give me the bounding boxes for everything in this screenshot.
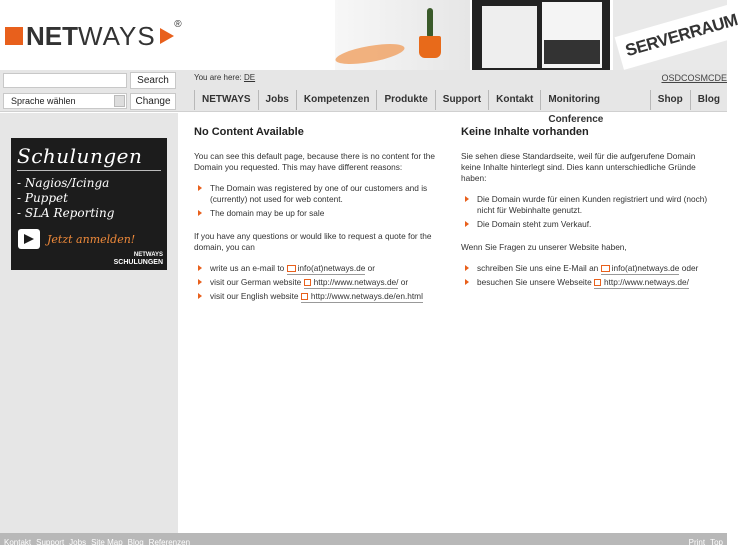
promo-divider xyxy=(17,170,161,171)
list-item: The domain may be up for sale xyxy=(194,208,449,219)
english-website-link[interactable]: http://www.netways.de/en.html xyxy=(301,291,423,303)
promo-brand-netways: NETWAYS xyxy=(133,252,163,258)
list-item: visit our German website http://www.netways.de/ or xyxy=(194,277,449,288)
logo-registered-mark: ® xyxy=(174,19,182,30)
left-sidebar xyxy=(0,113,178,533)
content-column-german xyxy=(461,127,716,300)
list-item: write us an e-mail to info(at)netways.de or xyxy=(194,263,449,274)
mail-icon xyxy=(601,265,610,272)
nav-item-jobs[interactable]: Jobs xyxy=(258,90,296,110)
footer-top-link[interactable]: Top xyxy=(710,538,723,547)
english-intro: You can see this default page, because there is no content for the Domain you requested. This may have different reasons: xyxy=(194,151,435,172)
site-footer xyxy=(0,533,727,545)
nav-item-netways[interactable]: NETWAYS xyxy=(194,90,258,110)
english-heading: No Content Available xyxy=(194,126,304,138)
list-item: schreiben Sie uns eine E-Mail an info(at)netways.de oder xyxy=(461,263,716,274)
schulungen-promo-banner[interactable] xyxy=(11,138,167,270)
banner-sign-text: SERVERRAUM xyxy=(623,10,740,61)
header-banner-image xyxy=(335,0,740,70)
english-question: If you have any questions or would like to request a quote for the domain, you can xyxy=(194,231,432,252)
nav-item-kontakt[interactable]: Kontakt xyxy=(488,90,540,110)
list-item: besuchen Sie unsere Webseite http://www.netways.de/ xyxy=(461,277,716,288)
banner-office-photo xyxy=(472,0,610,70)
logo-arrow-icon xyxy=(160,28,174,44)
nav-item-produkte[interactable]: Produkte xyxy=(376,90,434,110)
breadcrumb-link-de[interactable]: DE xyxy=(243,73,256,82)
external-link-icon xyxy=(594,279,601,286)
breadcrumb-prefix: You are here: xyxy=(194,73,242,82)
change-language-button[interactable]: Change xyxy=(130,93,176,110)
banner-serverraum-photo xyxy=(613,0,740,70)
nav-item-blog[interactable]: Blog xyxy=(690,90,727,110)
content-column-english xyxy=(194,127,449,314)
main-nav xyxy=(194,88,727,125)
footer-links xyxy=(4,538,190,547)
list-item: Die Domain steht zum Verkauf. xyxy=(461,219,716,230)
footer-link-kontakt[interactable]: Kontakt xyxy=(4,538,32,547)
language-select[interactable] xyxy=(3,93,127,109)
english-actions-list xyxy=(194,263,449,302)
promo-cta: Jetzt anmelden! xyxy=(47,233,136,246)
nav-item-support[interactable]: Support xyxy=(435,90,488,110)
german-actions-list xyxy=(461,263,716,288)
promo-title: Schulungen xyxy=(17,144,143,168)
german-intro: Sie sehen diese Standardseite, weil für die aufgerufene Domain keine Inhalte hinterlegt sind. Dies kann unterschiedliche Gründe haben: xyxy=(461,151,696,183)
search-button[interactable]: Search xyxy=(130,72,176,89)
navigation-bar xyxy=(0,70,727,125)
nav-item-shop[interactable]: Shop xyxy=(650,90,690,110)
promo-item-nagios: - Nagios/Icinga xyxy=(17,176,110,190)
email-link[interactable]: info(at)netways.de xyxy=(601,263,680,275)
arrow-right-icon xyxy=(18,229,40,249)
logo-text-ways: WAYS xyxy=(78,21,156,51)
german-website-link[interactable]: http://www.netways.de/ xyxy=(594,277,689,289)
list-item: visit our English website http://www.netways.de/en.html xyxy=(194,291,449,302)
footer-link-blog[interactable]: Blog xyxy=(127,538,144,547)
netways-logo[interactable] xyxy=(5,19,182,51)
footer-link-referenzen[interactable]: Referenzen xyxy=(148,538,191,547)
language-select-value: Sprache wählen xyxy=(11,96,76,106)
german-question: Wenn Sie Fragen zu unserer Website haben, xyxy=(461,242,627,252)
logo-text-net: NET xyxy=(26,21,78,51)
footer-link-site-map[interactable]: Site Map xyxy=(91,538,123,547)
nav-item-kompetenzen[interactable]: Kompetenzen xyxy=(296,90,377,110)
lang-link-de[interactable]: DE xyxy=(714,73,727,83)
mail-icon xyxy=(287,265,296,272)
nav-item-monitoring-conference[interactable]: Monitoring Conference xyxy=(540,90,649,110)
promo-item-sla: - SLA Reporting xyxy=(17,206,115,220)
english-reasons-list xyxy=(194,183,449,219)
german-reasons-list xyxy=(461,194,716,230)
lang-link-osmc[interactable]: OSMC xyxy=(687,73,715,83)
german-heading: Keine Inhalte vorhanden xyxy=(461,126,589,138)
site-header xyxy=(0,0,740,70)
banner-plant-photo xyxy=(335,0,470,70)
search-input[interactable] xyxy=(3,73,127,88)
list-item: The Domain was registered by one of our customers and is (currently) not used for web content. xyxy=(194,183,449,205)
promo-item-puppet: - Puppet xyxy=(17,191,68,205)
promo-brand xyxy=(114,252,163,266)
footer-link-support[interactable]: Support xyxy=(36,538,65,547)
external-link-icon xyxy=(304,279,311,286)
list-item: Die Domain wurde für einen Kunden registriert und wird (noch) nicht für Webinhalte genutzt. xyxy=(461,194,716,216)
logo-square-icon xyxy=(5,27,23,45)
lang-link-osdc[interactable]: OSDC xyxy=(661,73,688,83)
promo-brand-schulungen: SCHULUNGEN xyxy=(113,259,163,266)
email-link[interactable]: info(at)netways.de xyxy=(287,263,366,275)
footer-link-jobs[interactable]: Jobs xyxy=(69,538,87,547)
breadcrumb xyxy=(194,73,255,82)
external-link-icon xyxy=(301,293,308,300)
chevron-down-icon[interactable] xyxy=(114,95,125,107)
german-website-link[interactable]: http://www.netways.de/ xyxy=(304,277,399,289)
site-language-links xyxy=(661,73,727,83)
footer-tools xyxy=(689,538,723,547)
footer-print-link[interactable]: Print xyxy=(688,538,706,547)
